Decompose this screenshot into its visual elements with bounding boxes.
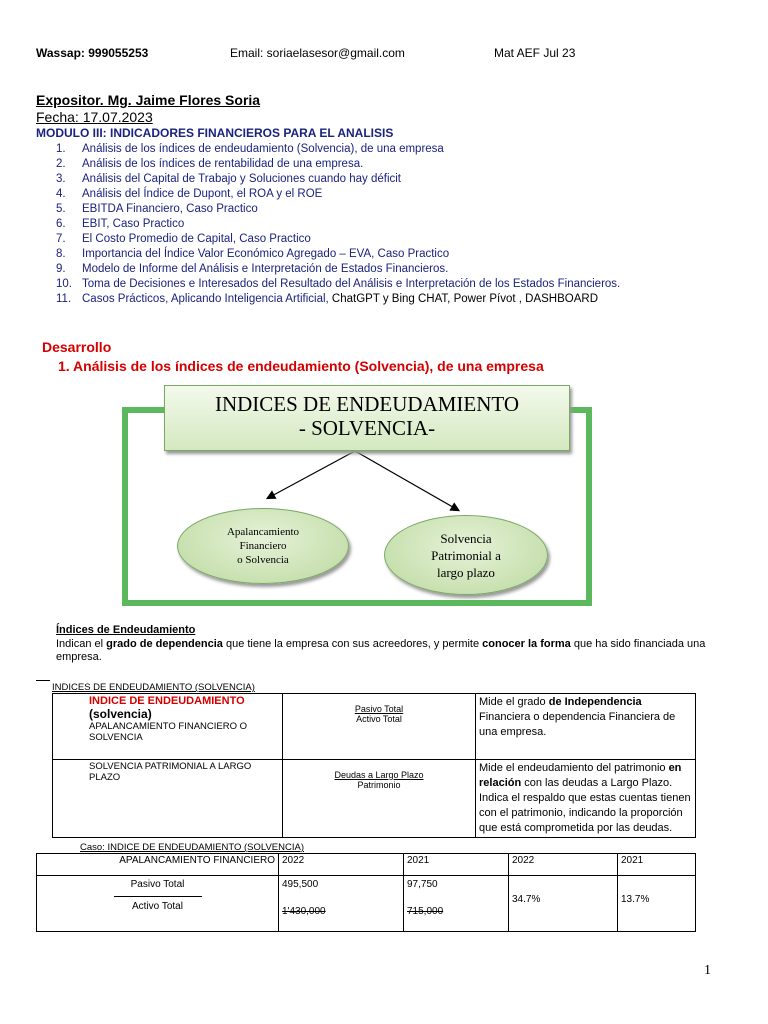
toc-item: 1. Análisis de los índices de endeudamiento (Solvencia), de una empresa bbox=[56, 143, 444, 155]
index-name-cell: INDICE DE ENDEUDAMIENTO (solvencia) APALANCAMIENTO FINANCIERO O SOLVENCIA bbox=[53, 694, 283, 760]
section-1-heading: 1. Análisis de los índices de endeudamiento (Solvencia), de una empresa bbox=[58, 358, 544, 374]
description-cell: Mide el grado de Independencia Financiera o dependencia Financiera de una empresa. bbox=[476, 694, 696, 760]
case-table bbox=[36, 853, 696, 932]
table-header: 2021 bbox=[618, 854, 696, 876]
table-row bbox=[53, 760, 696, 838]
arrow-right bbox=[355, 451, 458, 510]
index-name-cell: SOLVENCIA PATRIMONIAL A LARGO PLAZO bbox=[53, 760, 283, 838]
modulo-title: MODULO III: INDICADORES FINANCIEROS PARA EL ANALISIS bbox=[36, 126, 394, 140]
toc-item: 10. Toma de Decisiones e Interesados del Resultado del Análisis e Interpretación de los Estados Financieros. bbox=[56, 278, 621, 290]
value-cell-2021: 97,750 715,000 bbox=[404, 876, 509, 932]
indices-table bbox=[52, 693, 696, 838]
toc-item: 8. Importancia del Índice Valor Económico Agregado – EVA, Caso Practico bbox=[56, 248, 450, 260]
table-row bbox=[37, 876, 696, 932]
wassap-contact: Wassap: 999055253 bbox=[36, 46, 149, 60]
caption-rule bbox=[36, 680, 50, 681]
formula-cell: Pasivo Total Activo Total bbox=[283, 694, 476, 760]
value-cell-2022: 495,500 1'430,000 bbox=[279, 876, 404, 932]
email-contact: Email: soriaelasesor@gmail.com bbox=[230, 46, 405, 60]
diagram-title: INDICES DE ENDEUDAMIENTO - SOLVENCIA- bbox=[164, 385, 570, 451]
desarrollo-heading: Desarrollo bbox=[42, 339, 112, 355]
toc-item: 5. EBITDA Financiero, Caso Practico bbox=[56, 203, 258, 215]
indices-title: Índices de Endeudamiento bbox=[56, 624, 196, 636]
fecha: Fecha: 17.07.2023 bbox=[36, 109, 153, 125]
ratio-2021: 13.7% bbox=[618, 876, 696, 932]
toc-item: 3. Análisis del Capital de Trabajo y Soluciones cuando hay déficit bbox=[56, 173, 401, 185]
table-row bbox=[53, 694, 696, 760]
toc-item: 6. EBIT, Caso Practico bbox=[56, 218, 185, 230]
oval-solvencia-patrimonial: Solvencia Patrimonial a largo plazo bbox=[384, 515, 548, 595]
table-row bbox=[37, 854, 696, 876]
table-header: APALANCAMIENTO FINANCIERO bbox=[37, 854, 279, 876]
toc-item: 7. El Costo Promedio de Capital, Caso Practico bbox=[56, 233, 311, 245]
table1-caption: INDICES DE ENDEUDAMIENTO (SOLVENCIA) bbox=[52, 682, 255, 693]
indices-description: Indican el grado de dependencia que tiene la empresa con sus acreedores, y permite conocer la forma que ha sido financiada una empresa. bbox=[56, 638, 706, 663]
table-header: 2021 bbox=[404, 854, 509, 876]
page-number: 1 bbox=[704, 963, 711, 978]
expositor: Expositor. Mg. Jaime Flores Soria bbox=[36, 92, 261, 108]
ratio-2022: 34.7% bbox=[509, 876, 618, 932]
oval-apalancamiento: Apalancamiento Financiero o Solvencia bbox=[177, 508, 349, 584]
table-header: 2022 bbox=[279, 854, 404, 876]
course-code: Mat AEF Jul 23 bbox=[494, 46, 576, 60]
toc-item: 11. Casos Prácticos, Aplicando Inteligencia Artificial, ChatGPT y Bing CHAT, Power Pívot , DASHBOARD bbox=[56, 293, 599, 305]
arrow-left bbox=[268, 451, 355, 498]
ratio-label-cell: Pasivo Total Activo Total bbox=[37, 876, 279, 932]
description-cell: Mide el endeudamiento del patrimonio en relación con las deudas a Largo Plazo. Indica el respaldo que estas cuentas tienen con el patrimonio, indicando la proporción que está comprometida por las deudas. bbox=[476, 760, 696, 838]
toc-item: 9. Modelo de Informe del Análisis e Interpretación de Estados Financieros. bbox=[56, 263, 449, 275]
table-header: 2022 bbox=[509, 854, 618, 876]
formula-cell: Deudas a Largo Plazo Patrimonio bbox=[283, 760, 476, 838]
toc-item: 4. Análisis del Índice de Dupont, el ROA y el ROE bbox=[56, 188, 323, 200]
table2-caption: Caso: INDICE DE ENDEUDAMIENTO (SOLVENCIA) bbox=[80, 842, 304, 853]
toc-item: 2. Análisis de los índices de rentabilidad de una empresa. bbox=[56, 158, 364, 170]
